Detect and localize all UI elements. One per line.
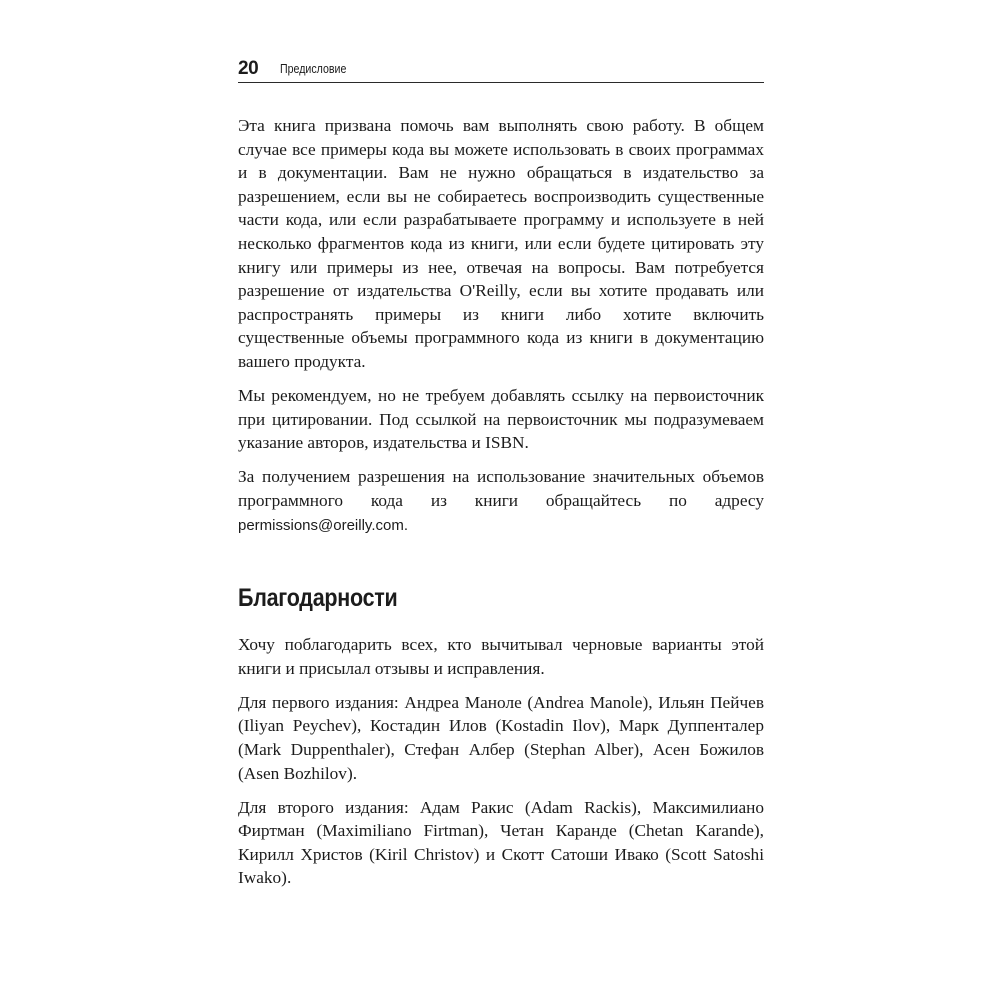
page-body [238, 114, 764, 901]
page-number: 20 [238, 58, 259, 79]
paragraph-first-edition: Для первого издания: Андреа Маноле (Andrea Manole), Ильян Пейчев (Iliyan Peychev), Костадин Илов (Kostadin Ilov), Марк Дуппенталер (Mark Duppenthaler), Стефан Албер (Stephan Alber), Асен Божилов (Asen Bozhilov). [238, 692, 764, 783]
section-title: Предисловие [280, 62, 347, 76]
permissions-email: permissions@oreilly.com. [238, 516, 408, 534]
paragraph-second-edition: Для второго издания: Адам Ракис (Adam Rackis), Максимилиано Фиртман (Maximiliano Firtman), Четан Каранде (Chetan Karande), Кирилл Христов (Kiril Christov) и Скотт Сатоши Ивако (Scott Satoshi Iwako). [238, 797, 764, 888]
permissions-text: За получением разрешения на использование значительных объемов программного кода из книги обращайтесь по адресу [238, 467, 764, 510]
paragraph-code-usage: Эта книга призвана помочь вам выполнять свою работу. В общем случае все примеры кода вы можете использовать в своих программах и в документации. Вам не нужно обращаться в издательство за разрешением, если вы не собираетесь воспроизводить существенные части кода, или если разрабатываете программу и используете в ней несколько фрагментов кода из книги, или если будете цитировать эту книгу или примеры из нее, отвечая на вопросы. Вам потребуется разрешение от издательства O'Reilly, если вы хотите продавать или распространять примеры из книги либо хотите включить существенные объемы программного кода из книги в документацию вашего продукта. [238, 116, 764, 371]
running-header [238, 56, 764, 83]
acknowledgements-heading: Благодарности [238, 584, 398, 613]
paragraph-thanks: Хочу поблагодарить всех, кто вычитывал черновые варианты этой книги и присылал отзывы и исправления. [238, 635, 764, 678]
paragraph-attribution: Мы рекомендуем, но не требуем добавлять ссылку на первоисточник при цитировании. Под ссылкой на первоисточник мы подразумеваем указание авторов, издательства и ISBN. [238, 386, 764, 453]
paragraph-permissions [238, 465, 764, 537]
